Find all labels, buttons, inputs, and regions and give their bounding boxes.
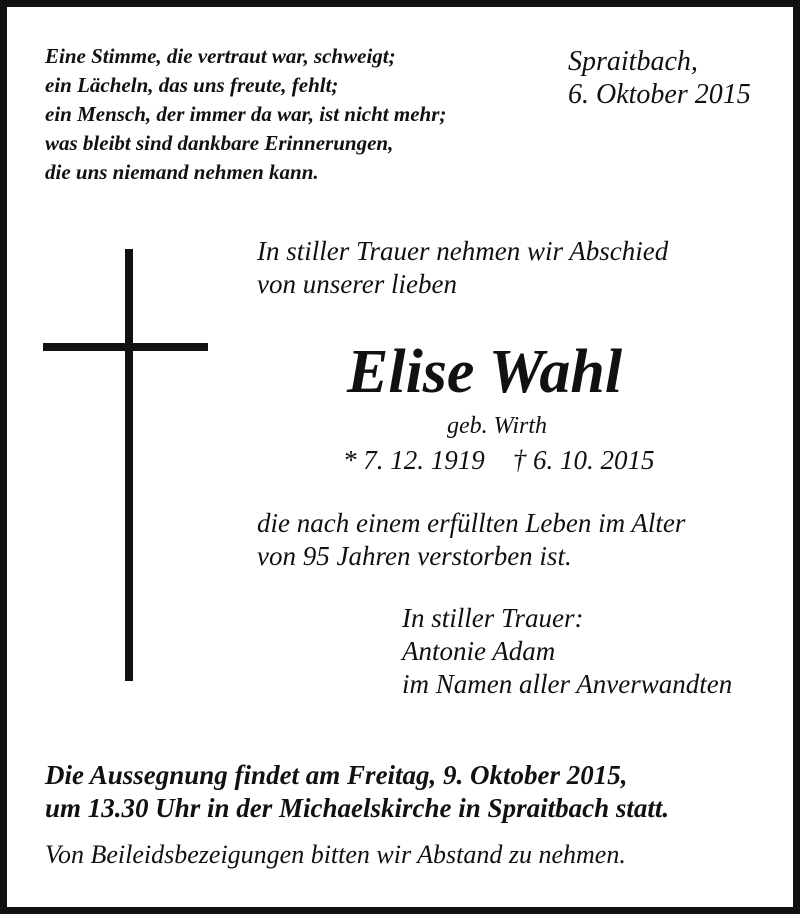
intro-line: In stiller Trauer nehmen wir Abschied bbox=[257, 236, 669, 266]
memorial-poem bbox=[45, 42, 446, 187]
cross-icon bbox=[125, 249, 133, 681]
poem-line: was bleibt sind dankbare Erinnerungen, bbox=[45, 131, 394, 155]
cross-icon-bar bbox=[43, 343, 208, 351]
intro-text bbox=[257, 235, 668, 301]
maiden-name: geb. Wirth bbox=[447, 413, 547, 439]
place: Spraitbach, bbox=[568, 46, 698, 77]
condolence-note: Von Beileidsbezeigungen bitten wir Abstand zu nehmen. bbox=[45, 840, 626, 869]
date: 6. Oktober 2015 bbox=[568, 79, 751, 110]
description-line: von 95 Jahren verstorben ist. bbox=[257, 541, 572, 571]
death-date: † 6. 10. 2015 bbox=[512, 445, 655, 475]
signers-line: Antonie Adam bbox=[402, 636, 556, 666]
service-line: um 13.30 Uhr in der Michaelskirche in Spraitbach statt. bbox=[45, 793, 670, 823]
poem-line: ein Mensch, der immer da war, ist nicht mehr; bbox=[45, 102, 447, 126]
place-date bbox=[568, 45, 751, 111]
deceased-name: Elise Wahl bbox=[347, 338, 623, 406]
poem-line: die uns niemand nehmen kann. bbox=[45, 160, 319, 184]
service-line: Die Aussegnung findet am Freitag, 9. Oktober 2015, bbox=[45, 760, 628, 790]
life-dates bbox=[343, 443, 655, 477]
description-text bbox=[257, 507, 685, 573]
birth-date: * 7. 12. 1919 bbox=[343, 445, 485, 475]
signers-line: In stiller Trauer: bbox=[402, 603, 584, 633]
signers-block bbox=[402, 602, 732, 701]
description-line: die nach einem erfüllten Leben im Alter bbox=[257, 508, 686, 538]
poem-line: Eine Stimme, die vertraut war, schweigt; bbox=[45, 44, 396, 68]
poem-line: ein Lächeln, das uns freute, fehlt; bbox=[45, 73, 339, 97]
signers-line: im Namen aller Anverwandten bbox=[402, 669, 733, 699]
intro-line: von unserer lieben bbox=[257, 269, 457, 299]
service-announcement bbox=[45, 759, 669, 825]
